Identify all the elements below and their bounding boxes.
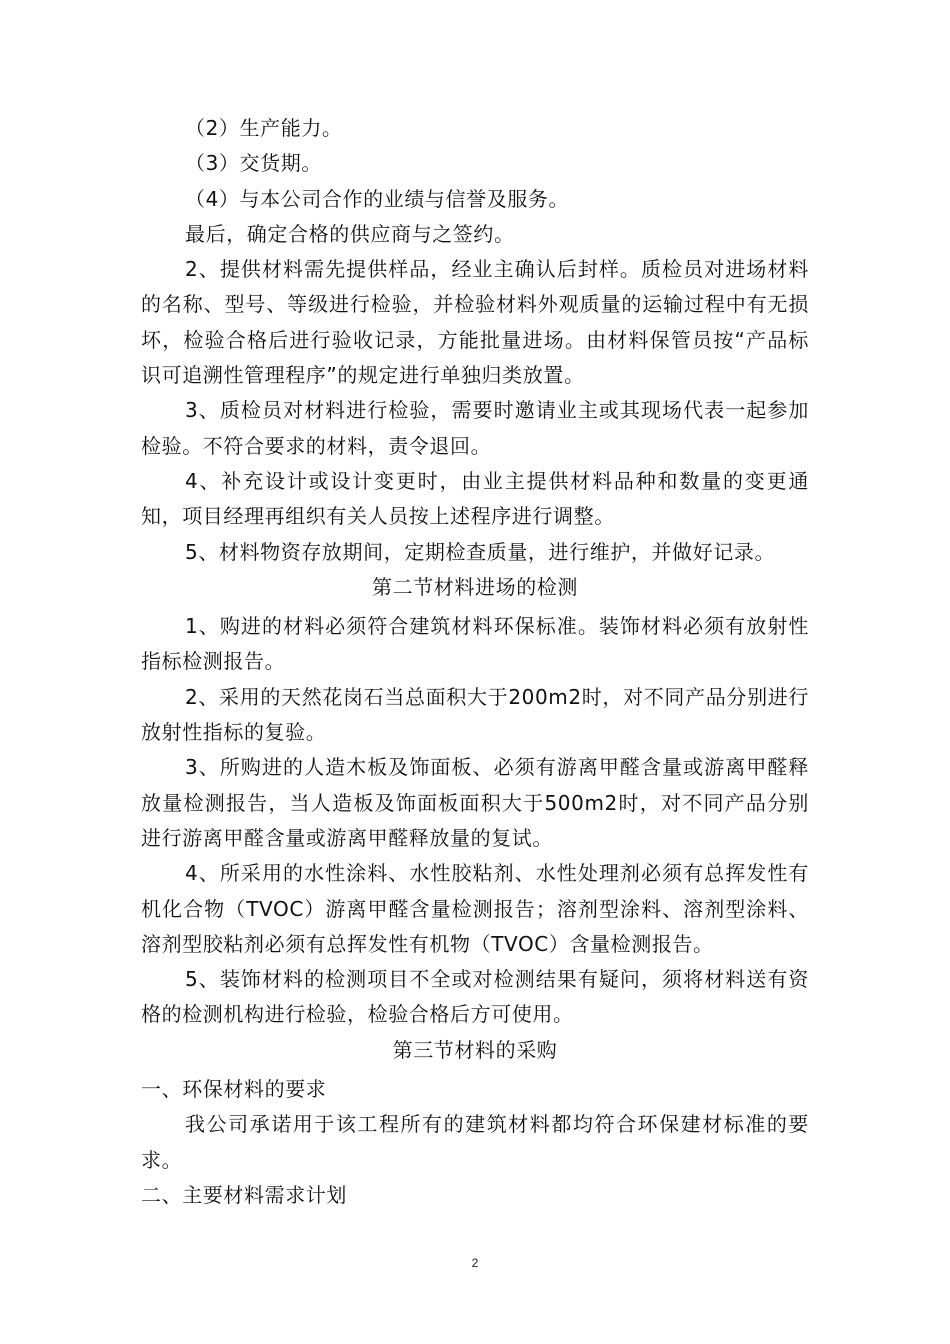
section-heading-material-testing: 第二节材料进场的检测 bbox=[372, 574, 578, 599]
document-body bbox=[141, 111, 809, 1213]
paragraph-samples: 2、提供材料需先提供样品，经业主确认后封样。质检员对进场材料的名称、型号、等级进行检验，并检验材料外观质量的运输过程中有无损坏，检验合格后进行验收记录，方能批量进场。由材料保管员按“产品标识可追溯性管理程序”的规定进行单独归类放置。 bbox=[141, 257, 809, 388]
paragraph-env-standard: 1、购进的材料必须符合建筑材料环保标准。装饰材料必须有放射性指标检测报告。 bbox=[141, 614, 809, 674]
paragraph-storage: 5、材料物资存放期间，定期检查质量，进行维护，并做好记录。 bbox=[185, 539, 776, 564]
list-item-cooperation-record: （4）与本公司合作的业绩与信誉及服务。 bbox=[185, 186, 570, 211]
paragraph-retest: 5、装饰材料的检测项目不全或对检测结果有疑问，须将材料送有资格的检测机构进行检验，检验合格后方可使用。 bbox=[141, 967, 809, 1027]
list-item-delivery-period: （3）交货期。 bbox=[185, 151, 322, 176]
section-heading-procurement: 第三节材料的采购 bbox=[392, 1037, 558, 1062]
list-item-production-capacity: （2）生产能力。 bbox=[185, 116, 343, 140]
paragraph-coatings: 4、所采用的水性涂料、水性胶粘剂、水性处理剂必须有总挥发性有机化合物（TVOC）游离甲醛含量检测报告；溶剂型涂料、溶剂型涂料、溶剂型胶粘剂必须有总挥发性有机物（TVOC）含量检测报告。 bbox=[141, 861, 809, 956]
page-number: 2 bbox=[471, 1256, 479, 1270]
paragraph-inspection: 3、质检员对材料进行检验，需要时邀请业主或其现场代表一起参加检验。不符合要求的材料，责令退回。 bbox=[141, 398, 809, 458]
paragraph-wood-panels: 3、所购进的人造木板及饰面板、必须有游离甲醛含量或游离甲醛释放量检测报告，当人造板及饰面板面积大于500m2时，对不同产品分别进行游离甲醛含量或游离甲醛释放量的复试。 bbox=[141, 755, 809, 850]
subheading-env-requirements: 一、环保材料的要求 bbox=[141, 1077, 327, 1102]
paragraph-design-change: 4、补充设计或设计变更时，由业主提供材料品种和数量的变更通知，项目经理再组织有关人员按上述程序进行调整。 bbox=[141, 468, 809, 529]
paragraph-sign-contract: 最后，确定合格的供应商与之签约。 bbox=[185, 221, 515, 246]
paragraph-commitment: 我公司承诺用于该工程所有的建筑材料都均符合环保建材标准的要求。 bbox=[141, 1112, 809, 1172]
subheading-material-plan: 二、主要材料需求计划 bbox=[141, 1182, 347, 1207]
paragraph-granite: 2、采用的天然花岗石当总面积大于200m2时，对不同产品分别进行放射性指标的复验。 bbox=[141, 684, 809, 745]
